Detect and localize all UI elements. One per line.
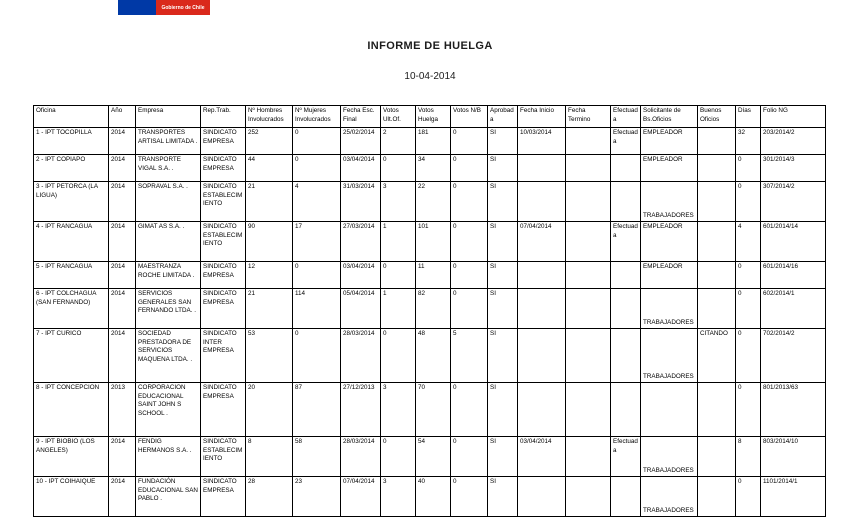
- table-cell: 82: [416, 289, 451, 329]
- table-cell: 3: [381, 182, 416, 222]
- table-cell: 2014: [109, 128, 136, 155]
- table-cell: 32: [736, 128, 761, 155]
- table-cell: 44: [246, 155, 293, 182]
- column-header: Fecha Termino: [566, 106, 611, 128]
- table-cell: 2014: [109, 182, 136, 222]
- table-cell: 53: [246, 329, 293, 383]
- table-cell: SINDICATO EMPRESA: [201, 262, 246, 289]
- table-cell: TRABAJADORES: [641, 182, 698, 222]
- table-cell: [611, 182, 641, 222]
- column-header: Votos Huelga: [416, 106, 451, 128]
- column-header: Rep.Trab.: [201, 106, 246, 128]
- table-cell: EMPLEADOR: [641, 155, 698, 182]
- table-cell: 20: [246, 383, 293, 437]
- table-cell: 0: [293, 262, 341, 289]
- table-cell: 5 - IPT RANCAGUA: [34, 262, 109, 289]
- column-header: Nº Hombres Involucrados: [246, 106, 293, 128]
- table-cell: 0: [293, 155, 341, 182]
- table-cell: 03/04/2014: [341, 155, 381, 182]
- table-cell: 1101/2014/1: [761, 477, 826, 517]
- table-cell: FENDIG HERMANOS S.A. .: [136, 437, 201, 477]
- table-cell: TRABAJADORES: [641, 477, 698, 517]
- table-row: [34, 289, 826, 329]
- table-cell: 114: [293, 289, 341, 329]
- table-cell: 2013: [109, 383, 136, 437]
- table-cell: Efectuada: [611, 222, 641, 262]
- table-cell: SI: [488, 262, 518, 289]
- table-cell: 3: [381, 383, 416, 437]
- table-row: [34, 222, 826, 262]
- table-cell: 8: [246, 437, 293, 477]
- table-cell: SINDICATO INTER EMPRESA: [201, 329, 246, 383]
- table-cell: 90: [246, 222, 293, 262]
- table-cell: 0: [293, 128, 341, 155]
- page-title: INFORME DE HUELGA: [367, 40, 493, 52]
- table-row: [34, 155, 826, 182]
- table-cell: Efectuada: [611, 128, 641, 155]
- table-cell: SINDICATO ESTABLECIMIENTO: [201, 182, 246, 222]
- table-cell: [518, 477, 566, 517]
- table-cell: 2014: [109, 477, 136, 517]
- table-cell: 58: [293, 437, 341, 477]
- table-header-row: [34, 106, 826, 128]
- table-cell: [566, 128, 611, 155]
- table-cell: [566, 289, 611, 329]
- table-cell: [611, 477, 641, 517]
- table-cell: SERVICIOS GENERALES SAN FERNANDO LTDA. .: [136, 289, 201, 329]
- table-cell: 27/12/2013: [341, 383, 381, 437]
- table-cell: 03/04/2014: [518, 437, 566, 477]
- table-cell: 2014: [109, 155, 136, 182]
- table-cell: 0: [381, 262, 416, 289]
- table-cell: SI: [488, 437, 518, 477]
- logo-red-block: [156, 0, 210, 15]
- table-cell: [566, 182, 611, 222]
- column-header: Votos N/B: [451, 106, 488, 128]
- table-cell: 6 - IPT COLCHAGUA (SAN FERNANDO): [34, 289, 109, 329]
- table-cell: TRANSPORTE VIGAL S.A. .: [136, 155, 201, 182]
- table-cell: EMPLEADOR: [641, 128, 698, 155]
- table-row: [34, 329, 826, 383]
- table-cell: 0: [381, 329, 416, 383]
- table-cell: [518, 262, 566, 289]
- huelga-table: [33, 105, 826, 517]
- table-cell: [518, 182, 566, 222]
- table-cell: 252: [246, 128, 293, 155]
- table-cell: SI: [488, 182, 518, 222]
- table-cell: 2014: [109, 329, 136, 383]
- table-cell: SI: [488, 289, 518, 329]
- table-cell: 0: [736, 477, 761, 517]
- table-cell: 40: [416, 477, 451, 517]
- table-cell: 1 - IPT TOCOPILLA: [34, 128, 109, 155]
- table-row: [34, 437, 826, 477]
- table-cell: 31/03/2014: [341, 182, 381, 222]
- table-cell: 0: [451, 262, 488, 289]
- table-cell: 2014: [109, 262, 136, 289]
- table-cell: 05/04/2014: [341, 289, 381, 329]
- table-cell: 3 - IPT PETORCA (LA LIGUA): [34, 182, 109, 222]
- table-cell: [698, 222, 736, 262]
- table-cell: [518, 329, 566, 383]
- table-cell: SINDICATO ESTABLECIMIENTO: [201, 437, 246, 477]
- table-cell: 181: [416, 128, 451, 155]
- table-cell: SI: [488, 477, 518, 517]
- table-cell: [566, 262, 611, 289]
- table-cell: [698, 437, 736, 477]
- table-cell: 2014: [109, 222, 136, 262]
- table-cell: 1: [381, 289, 416, 329]
- table-cell: 602/2014/1: [761, 289, 826, 329]
- table-row: [34, 128, 826, 155]
- table-cell: 10 - IPT COIHAIQUE: [34, 477, 109, 517]
- table-cell: 70: [416, 383, 451, 437]
- table-cell: [566, 477, 611, 517]
- table-cell: 702/2014/2: [761, 329, 826, 383]
- logo-blue-block: [118, 0, 156, 15]
- table-cell: 0: [451, 155, 488, 182]
- table-cell: TRABAJADORES: [641, 437, 698, 477]
- table-cell: Efectuada: [611, 437, 641, 477]
- table-cell: 0: [451, 128, 488, 155]
- table-cell: 54: [416, 437, 451, 477]
- table-cell: 2014: [109, 289, 136, 329]
- table-cell: TRANSPORTES ARTISAL LIMITADA .: [136, 128, 201, 155]
- table-cell: SINDICATO ESTABLECIMIENTO: [201, 222, 246, 262]
- table-cell: EMPLEADOR: [641, 262, 698, 289]
- table-cell: 22: [416, 182, 451, 222]
- table-row: [34, 477, 826, 517]
- column-header: Buenos Oficios: [698, 106, 736, 128]
- table-cell: CITANDO: [698, 329, 736, 383]
- table-cell: 203/2014/2: [761, 128, 826, 155]
- column-header: Días: [736, 106, 761, 128]
- column-header: Fecha Inicio: [518, 106, 566, 128]
- table-cell: 0: [451, 383, 488, 437]
- table-cell: [518, 383, 566, 437]
- column-header: Oficina: [34, 106, 109, 128]
- table-cell: SI: [488, 383, 518, 437]
- table-cell: SI: [488, 128, 518, 155]
- table-cell: [611, 329, 641, 383]
- table-cell: 0: [451, 437, 488, 477]
- table-cell: [566, 437, 611, 477]
- table-cell: 5: [451, 329, 488, 383]
- table-cell: [611, 262, 641, 289]
- logo-text: Gobierno de Chile: [161, 4, 205, 11]
- table-cell: 301/2014/3: [761, 155, 826, 182]
- table-cell: 0: [736, 289, 761, 329]
- column-header: Año: [109, 106, 136, 128]
- table-cell: [698, 155, 736, 182]
- table-cell: 23: [293, 477, 341, 517]
- table-cell: TRABAJADORES: [641, 289, 698, 329]
- table-cell: 0: [451, 289, 488, 329]
- table-cell: 11: [416, 262, 451, 289]
- column-header: Empresa: [136, 106, 201, 128]
- table-cell: [611, 289, 641, 329]
- table-cell: [566, 222, 611, 262]
- column-header: Folio NG: [761, 106, 826, 128]
- table-cell: SINDICATO EMPRESA: [201, 289, 246, 329]
- column-header: Votos Ult.Of.: [381, 106, 416, 128]
- table-cell: 28/03/2014: [341, 437, 381, 477]
- table-cell: 0: [736, 329, 761, 383]
- table-cell: FUNDACIÓN EDUCACIONAL SAN PABLO .: [136, 477, 201, 517]
- table-cell: [566, 329, 611, 383]
- table-cell: 0: [736, 262, 761, 289]
- table-cell: 0: [451, 182, 488, 222]
- table-cell: 2 - IPT COPIAPO: [34, 155, 109, 182]
- table-cell: 48: [416, 329, 451, 383]
- table-cell: 801/2013/63: [761, 383, 826, 437]
- table-cell: 03/04/2014: [341, 262, 381, 289]
- table-cell: 2014: [109, 437, 136, 477]
- table-cell: 10/03/2014: [518, 128, 566, 155]
- table-cell: SINDICATO EMPRESA: [201, 477, 246, 517]
- table-cell: 12: [246, 262, 293, 289]
- gobierno-de-chile-logo: [118, 0, 210, 15]
- table-cell: SINDICATO EMPRESA: [201, 383, 246, 437]
- column-header: Fecha Esc. Final: [341, 106, 381, 128]
- table-cell: 28: [246, 477, 293, 517]
- table-cell: 1: [381, 222, 416, 262]
- table-row: [34, 182, 826, 222]
- table-cell: 27/03/2014: [341, 222, 381, 262]
- table-cell: SI: [488, 329, 518, 383]
- table-cell: [698, 289, 736, 329]
- table-cell: [698, 128, 736, 155]
- table-cell: SOCIEDAD PRESTADORA DE SERVICIOS MAQUENA LTDA. .: [136, 329, 201, 383]
- table-cell: 0: [293, 329, 341, 383]
- table-cell: SI: [488, 222, 518, 262]
- table-cell: TRABAJADORES: [641, 329, 698, 383]
- table-cell: 4: [736, 222, 761, 262]
- table-cell: [566, 383, 611, 437]
- table-cell: 307/2014/2: [761, 182, 826, 222]
- table-cell: 601/2014/16: [761, 262, 826, 289]
- table-cell: 21: [246, 289, 293, 329]
- table-cell: [698, 477, 736, 517]
- table-cell: SI: [488, 155, 518, 182]
- table-cell: [518, 155, 566, 182]
- table-cell: 0: [451, 477, 488, 517]
- table-cell: 17: [293, 222, 341, 262]
- table-row: [34, 262, 826, 289]
- table-cell: [698, 383, 736, 437]
- table-cell: SOPRAVAL S.A. .: [136, 182, 201, 222]
- table-cell: 0: [736, 182, 761, 222]
- column-header: Solicitante de Bs.Oficios: [641, 106, 698, 128]
- table-cell: 101: [416, 222, 451, 262]
- table-row: [34, 383, 826, 437]
- table-cell: EMPLEADOR: [641, 222, 698, 262]
- table-cell: [698, 182, 736, 222]
- table-cell: 8 - IPT CONCEPCION: [34, 383, 109, 437]
- report-date: 10-04-2014: [404, 71, 456, 82]
- table-cell: MAESTRANZA ROCHE LIMITADA .: [136, 262, 201, 289]
- table-cell: 3: [381, 477, 416, 517]
- column-header: Nº Mujeres Involucrados: [293, 106, 341, 128]
- table-body: [34, 128, 826, 517]
- table-cell: 87: [293, 383, 341, 437]
- table-cell: [611, 383, 641, 437]
- table-cell: 4 - IPT RANCAGUA: [34, 222, 109, 262]
- table-cell: 0: [736, 383, 761, 437]
- table-cell: CORPORACION EDUCACIONAL SAINT JOHN S SCHOOL .: [136, 383, 201, 437]
- table-cell: [641, 383, 698, 437]
- table-header: [34, 106, 826, 128]
- column-header: Aprobada: [488, 106, 518, 128]
- table-cell: 0: [381, 155, 416, 182]
- table-cell: GIMAT AS S.A. .: [136, 222, 201, 262]
- table-cell: 0: [451, 222, 488, 262]
- table-cell: 4: [293, 182, 341, 222]
- table-cell: 21: [246, 182, 293, 222]
- column-header: Efectuada: [611, 106, 641, 128]
- table-cell: 07/04/2014: [518, 222, 566, 262]
- table-cell: [518, 289, 566, 329]
- table-cell: 9 - IPT BIOBIO (LOS ANGELES): [34, 437, 109, 477]
- table-cell: 25/02/2014: [341, 128, 381, 155]
- table-cell: 0: [381, 437, 416, 477]
- table-cell: 34: [416, 155, 451, 182]
- table-cell: SINDICATO EMPRESA: [201, 128, 246, 155]
- table-cell: [698, 262, 736, 289]
- table-cell: 7 - IPT CURICO: [34, 329, 109, 383]
- table-cell: [611, 155, 641, 182]
- table-cell: 601/2014/14: [761, 222, 826, 262]
- table-cell: 803/2014/10: [761, 437, 826, 477]
- table-cell: [566, 155, 611, 182]
- table-cell: 8: [736, 437, 761, 477]
- table-cell: 28/03/2014: [341, 329, 381, 383]
- table-cell: SINDICATO EMPRESA: [201, 155, 246, 182]
- table-cell: 2: [381, 128, 416, 155]
- table-cell: 07/04/2014: [341, 477, 381, 517]
- table-cell: 0: [736, 155, 761, 182]
